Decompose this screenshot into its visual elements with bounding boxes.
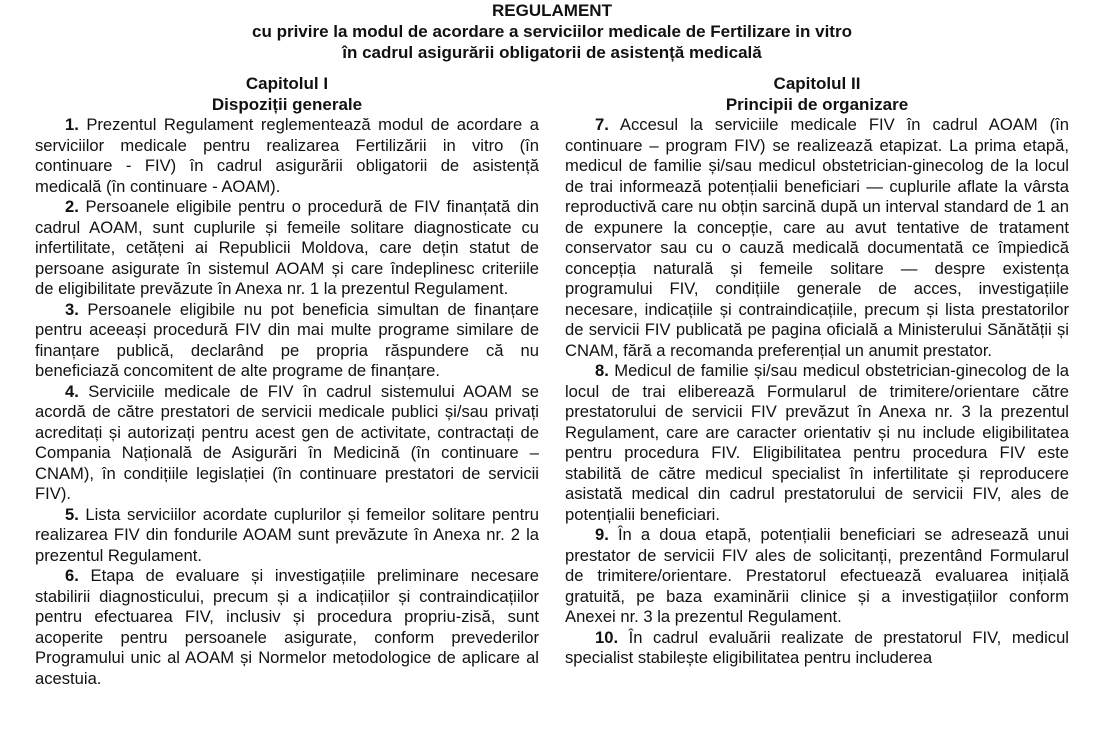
paragraph-number: 7. [595,115,609,134]
paragraph-number: 5. [65,504,79,524]
document-title: REGULAMENT [492,1,612,20]
paragraph-5 [35,505,539,567]
document-header [0,0,1104,63]
paragraph-text: În cadrul evaluării realizate de prestatorul FIV, medicul specialist stabilește eligibilitatea pentru includerea [565,627,1069,667]
paragraph-10 [565,628,1069,669]
right-column [565,74,1069,669]
paragraph-7 [565,115,1069,361]
chapter-1-heading: Capitolul I [245,74,329,93]
paragraph-number: 3. [65,299,79,319]
paragraph-text: Prezentul Regulament reglementează modul de acordare a serviciilor medicale pentru realizarea Fertilizării in vitro (în continuare - FIV) în cadrul asigurării obligatorii de asistență medicală (în continuare - AOAM). [35,115,539,196]
paragraph-text: Persoanele eligibile pentru o procedură de FIV finanțată din cadrul AOAM, sunt cuplurile și femeile solitare diagnosticate cu infertilitate, cetățeni ai Republicii Moldova, care dețin statut de persoane asigurate în sistemul AOAM și care îndeplinesc criteriile de eligibilitate prevăzute în Anexa nr. 1 la prezentul Regulament. [35,197,539,298]
paragraph-number: 8. [595,361,609,380]
paragraph-6 [35,566,539,689]
paragraph-3 [35,300,539,382]
paragraph-number: 10. [595,627,619,647]
paragraph-text: Medicul de familie și/sau medicul obstetrician-ginecolog de la locul de trai eliberează Formularul de trimitere/orientare către prestatorului de servicii FIV prevăzut în Anexa nr. 3 la prezentul Regulament, care are caracter orientativ și nu include eligibilitatea pentru procedura FIV. Eligibilitatea pentru procedura FIV este stabilită de către medicul specialist în infertilitate și reproducere asistată medical din cadrul prestatorului de servicii FIV, ales de potențialii beneficiari. [565,361,1069,524]
chapter-2-heading: Capitolul II [773,74,861,93]
paragraph-4 [35,382,539,505]
paragraph-8 [565,361,1069,525]
left-column [35,74,539,689]
paragraph-text: Etapa de evaluare și investigațiile preliminare necesare stabilirii diagnosticului, precum și a indicațiilor și contraindicațiilor pentru efectuarea FIV, inclusiv și procedura propriu-zisă, sunt acoperite pentru persoanele asigurate, conform prevederilor Programului unic al AOAM și Normelor metodologice de aplicare al acestuia. [35,566,539,688]
paragraph-text: Accesul la serviciile medicale FIV în cadrul AOAM (în continuare – program FIV) se realizează etapizat. La prima etapă, medicul de familie și/sau medicul obstetrician-ginecolog de la locul de trai informează potențialii beneficiari — cuplurile aflate la vârsta reproductivă care nu obțin sarcină după un interval standard de 1 an de expunere la concepție, care au avut tentative de tratament conservator sau cu o cauză medicală documentată ce împiedică concepția naturală și femeile solitare — despre existența programului FIV, condițiile generale de acces, investigațiile necesare, indicațiile și contraindicațiile, precum și lista prestatorilor de servicii FIV publicată pe pagina oficială a Ministerului Sănătății și CNAM, fără a recomanda preferențial un anumit prestator. [565,115,1069,360]
paragraph-text: Lista serviciilor acordate cuplurilor și femeilor solitare pentru realizarea FIV din fondurile AOAM sunt prevăzute în Anexa nr. 2 la prezentul Regulament. [35,504,539,565]
chapter-2-subtitle: Principii de organizare [725,94,909,114]
paragraph-text: În a doua etapă, potențialii beneficiari se adresează unui prestator de servicii FIV ales de solicitanți, prezentând Formularul de trimitere/orientare. Prestatorul efectuează evaluarea inițială gratuită, pe baza examinării clinice și a investigațiilor conform Anexei nr. 3 la prezentul Regulament. [565,525,1069,626]
paragraph-1 [35,115,539,197]
paragraph-number: 1. [65,115,79,134]
paragraph-2 [35,197,539,300]
document-subtitle-line-2: în cadrul asigurării obligatorii de asistență medicală [342,43,762,62]
paragraph-text: Serviciile medicale de FIV în cadrul sistemului AOAM se acordă de către prestatori de servicii medicale publici și/sau privați acreditați și autorizați pentru acest gen de activitate, contractați de Compania Națională de Asigurări în Medicină (în continuare – CNAM), în condițiile legislației (în continuare prestatori de servicii FIV). [35,381,539,503]
paragraph-9 [565,525,1069,628]
paragraph-number: 6. [65,566,79,585]
paragraph-number: 4. [65,381,79,401]
paragraph-number: 9. [595,525,609,544]
paragraph-number: 2. [65,197,79,216]
document-subtitle-line-1: cu privire la modul de acordare a serviciilor medicale de Fertilizare in vitro [252,22,852,41]
chapter-1-subtitle: Dispoziții generale [211,94,363,114]
paragraph-text: Persoanele eligibile nu pot beneficia simultan de finanțare pentru aceeași procedură FIV din mai multe programe similare de finanțare publică, declarând pe propria răspundere că nu beneficiază concomitent de alte programe de finanțare. [35,299,539,380]
